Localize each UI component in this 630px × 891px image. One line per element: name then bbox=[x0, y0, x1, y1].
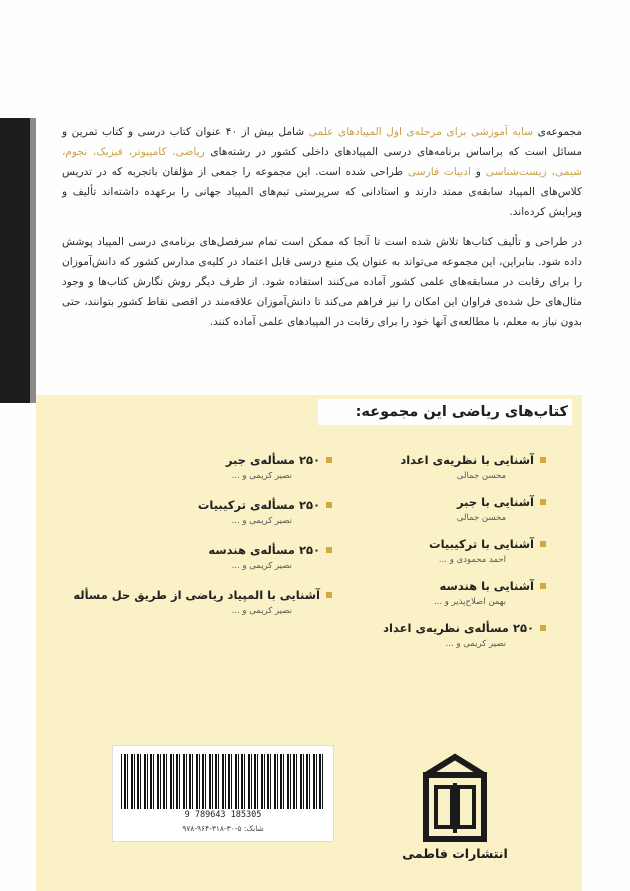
book-author: نصیر کریمی و ... bbox=[231, 606, 292, 616]
desc-highlight: سایه آموزشی برای مرحله‌ی اول المپیادهای علمی bbox=[308, 126, 534, 138]
book-item bbox=[346, 451, 546, 483]
book-author: احمد محمودی و ... bbox=[438, 555, 506, 565]
book-item bbox=[72, 451, 332, 483]
bullet-icon bbox=[326, 457, 332, 463]
book-list-right bbox=[346, 451, 546, 661]
book-item bbox=[72, 586, 332, 618]
book-title: آشنایی با هندسه bbox=[439, 579, 534, 593]
book-title: آشنایی با ترکیبیات bbox=[429, 537, 534, 551]
bullet-icon bbox=[540, 625, 546, 631]
bullet-icon bbox=[540, 583, 546, 589]
book-author: نصیر کریمی و ... bbox=[231, 561, 292, 571]
book-title: آشنایی با نظریه‌ی اعداد bbox=[400, 453, 534, 467]
desc-text: مجموعه‌ی bbox=[533, 126, 582, 138]
book-author: نصیر کریمی و ... bbox=[445, 639, 506, 649]
desc-highlight: ادبیات فارسی bbox=[407, 166, 471, 178]
book-item bbox=[346, 619, 546, 651]
book-author: محسن جمالی bbox=[456, 513, 506, 523]
book-item bbox=[72, 496, 332, 528]
isbn-label: شابک: ۵-۳۰-۳۱۸-۹۶۴-۹۷۸ bbox=[182, 824, 264, 833]
bullet-icon bbox=[540, 499, 546, 505]
description-paragraph-2: در طراحی و تألیف کتاب‌ها تلاش شده است تا آنجا که ممکن است تمام سرفصل‌های برنامه‌ی درسی المپیاد پوشش داده شود. بنابراین، این مجموعه می‌تواند به عنوان یک منبع درسی قابل اعتماد در کلیه‌ی مدارس کشور که دانش‌آموزان را برای رقابت در مسابقه‌های علمی کشور آماده می‌کنند استفاده شود. از طرف دیگر روش نگارش کتاب‌ها و وجود مثال‌های حل شده‌ی فراوان این امکان را نیز فراهم می‌کند تا دانش‌آموزان علاقه‌مند در اقصی نقاط کشور بتوانند، حتی بدون نیاز به معلم، با مطالعه‌ی آنها خود را برای رقابت در المپیادهای علمی آماده کنند. bbox=[62, 236, 582, 328]
book-author: نصیر کریمی و ... bbox=[231, 516, 292, 526]
bullet-icon bbox=[326, 592, 332, 598]
book-author: بهمن اصلاح‌پذیر و ... bbox=[433, 597, 506, 607]
publisher-name: انتشارات فاطمی bbox=[402, 846, 508, 861]
desc-text: و bbox=[470, 166, 486, 178]
bullet-icon bbox=[326, 502, 332, 508]
desc-highlight: ریاضی، کامپیوتر، فیزیک، نجوم، شیمی، زیست‌شناسی bbox=[62, 146, 582, 178]
book-author: محسن جمالی bbox=[456, 471, 506, 481]
bullet-icon bbox=[326, 547, 332, 553]
bullet-icon bbox=[540, 457, 546, 463]
description-block bbox=[62, 122, 582, 342]
bullet-icon bbox=[540, 541, 546, 547]
description-paragraph-1 bbox=[62, 122, 582, 222]
book-title: آشنایی با المپیاد ریاضی از طریق حل مسأله bbox=[73, 588, 320, 602]
book-list-left bbox=[72, 451, 332, 631]
book-logo-icon bbox=[422, 753, 488, 843]
book-item bbox=[72, 541, 332, 573]
panel-title: کتاب‌های ریاضی این مجموعه: bbox=[318, 399, 572, 425]
book-author: نصیر کریمی و ... bbox=[231, 471, 292, 481]
spine-band bbox=[0, 118, 30, 403]
book-item bbox=[346, 493, 546, 525]
book-title: ۲۵۰ مسأله‌ی نظریه‌ی اعداد bbox=[383, 621, 534, 635]
barcode-number: 9 789643 185305 bbox=[184, 810, 262, 820]
barcode-box bbox=[112, 745, 334, 842]
barcode-icon bbox=[121, 754, 325, 809]
desc-text: طراحی شده است. این مجموعه را جمعی از مؤلفان باتجربه که در تدریس کلاس‌های المپیاد سابقه‌ی ممتد دارند و استادانی که سرپرستی تیم‌های المپیاد جهانی را برعهده داشته‌اند تألیف و ویرایش کرده‌اند. bbox=[62, 166, 582, 218]
desc-text: شامل بیش از ۴۰ عنوان کتاب درسی و کتاب تمرین و مسائل است که براساس برنامه‌های درسی المپیادهای داخلی کشور در رشته‌های bbox=[62, 126, 583, 158]
book-title: ۲۵۰ مسأله‌ی جبر bbox=[225, 453, 320, 467]
book-title: ۲۵۰ مسأله‌ی هندسه bbox=[208, 543, 320, 557]
book-title: ۲۵۰ مسأله‌ی ترکیبیات bbox=[197, 498, 320, 512]
book-item bbox=[346, 535, 546, 567]
book-title: آشنایی با جبر bbox=[457, 495, 534, 509]
book-item bbox=[346, 577, 546, 609]
